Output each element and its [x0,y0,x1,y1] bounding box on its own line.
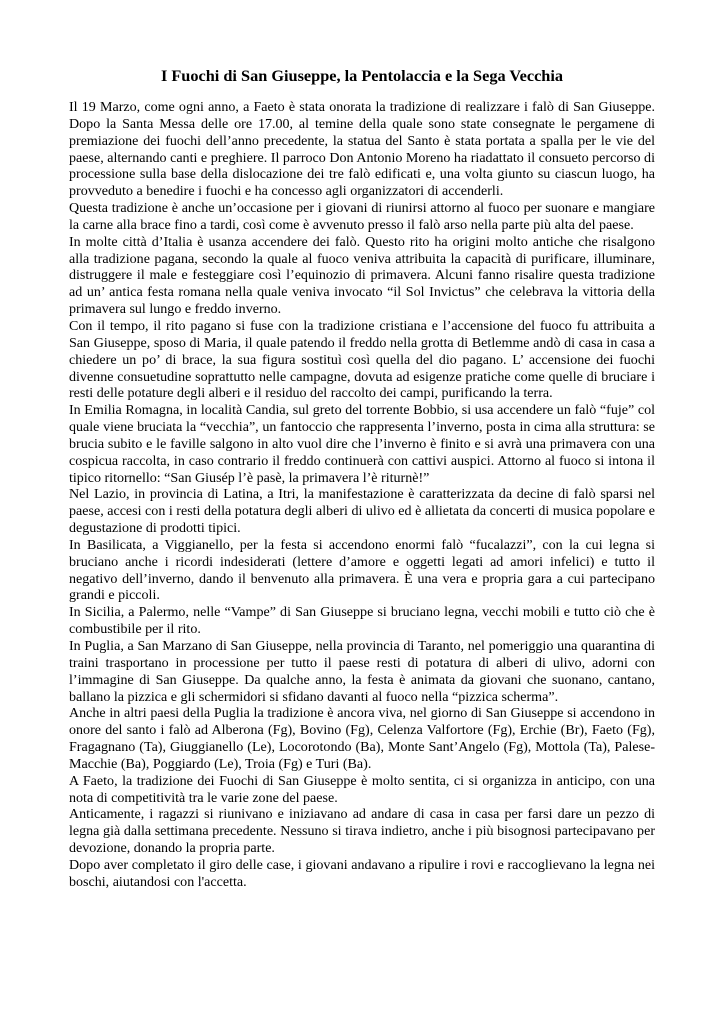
document-title: I Fuochi di San Giuseppe, la Pentolaccia e la Sega Vecchia [160,66,564,85]
paragraph-9: In Puglia, a San Marzano di San Giuseppe, nella provincia di Taranto, nel pomeriggio una quarantina di traini trasportano in processione per tutto il paese resti di potatura di alberi di ulivo, adorni con l’immagine di San Giuseppe. Da qualche anno, la festa è animata da giovani che suonano, cantano, ballano la pizzica e gli schermidori si sfidano davanti al fuoco nella “pizzica scherma”. [69,638,655,705]
paragraph-4: Con il tempo, il rito pagano si fuse con la tradizione cristiana e l’accensione del fuoco fu attribuita a San Giuseppe, sposo di Maria, il quale patendo il freddo nella grotta di Betlemme andò di casa in casa a chiedere un po’ di brace, la sua figura sostituì così quella del dio pagano. L’ accensione dei fuochi divenne consuetudine soprattutto nelle campagne, dovuta ad esigenze pratiche come quelle di bruciare i resti delle potature degli alberi e il residuo del raccolto dei campi, purificando la terra. [69,317,655,402]
paragraph-5: In Emilia Romagna, in località Candia, sul greto del torrente Bobbio, si usa accendere un falò “fuje” col quale viene bruciata la “vecchia”, un fantoccio che rappresenta l’inverno, posta in cima alla struttura: se brucia subito e le faville salgono in alto vuol dire che l’inverno è finito e si avrà una primavera con una cospicua raccolta, in caso contrario il freddo continuerà con cattivi auspici. Attorno al fuoco si intona il tipico ritornello: “San Giusép l’è pasè, la primavera l’è riturnè!” [69,402,655,486]
paragraph-11: A Faeto, la tradizione dei Fuochi di San Giuseppe è molto sentita, ci si organizza in anticipo, con una nota di competitività tra le varie zone del paese. [69,772,655,806]
paragraph-13: Dopo aver completato il giro delle case, i giovani andavano a ripulire i rovi e raccoglievano la legna nei boschi, aiutandosi con l'accetta. [69,856,655,890]
paragraph-1: Il 19 Marzo, come ogni anno, a Faeto è stata onorata la tradizione di realizzare i falò di San Giuseppe. Dopo la Santa Messa delle ore 17.00, al temine della quale sono state consegnate le pergamene di premiazione dei fuochi dell’anno precedente, la statua del Santo è stata portata a spalla per le vie del paese, alternando canti e preghiere. Il parroco Don Antonio Moreno ha riadattato il consueto percorso di processione sulla base della dislocazione dei tre falò edificati e, una volta giunto su ciascun luogo, ha provveduto a benedire i fuochi e ha concesso agli organizzatori di accenderli. [69,99,655,200]
paragraph-3: In molte città d’Italia è usanza accendere dei falò. Questo rito ha origini molto antiche che risalgono alla tradizione pagana, secondo la quale al fuoco veniva attribuita la capacità di purificare, illuminare, distruggere il male e festeggiare così l’equinozio di primavera. Alcuni fanno risalire questa tradizione ad un’ antica festa romana nella quale veniva invocato “il Sol Invictus” che celebrava la vittoria della primavera sul lungo e freddo inverno. [69,233,655,318]
paragraph-10: Anche in altri paesi della Puglia la tradizione è ancora viva, nel giorno di San Giuseppe si accendono in onore del santo i falò ad Alberona (Fg), Bovino (Fg), Celenza Valfortore (Fg), Erchie (Br), Faeto (Fg), Fragagnano (Ta), Giuggianello (Le), Locorotondo (Ba), Monte Sant’Angelo (Fg), Mottola (Ta), Palese-Macchie (Ba), Poggiardo (Le), Troia (Fg) e Turi (Ba). [69,705,655,772]
paragraph-8: In Sicilia, a Palermo, nelle “Vampe” di San Giuseppe si bruciano legna, vecchi mobili e tutto ciò che è combustibile per il rito. [69,604,655,638]
document-body [69,99,655,891]
paragraph-6: Nel Lazio, in provincia di Latina, a Itri, la manifestazione è caratterizzata da decine di falò sparsi nel paese, accesi con i resti della potatura degli alberi di ulivo ed è allietata da concerti di musica popolare e degustazione di prodotti tipici. [69,486,655,537]
paragraph-12: Anticamente, i ragazzi si riunivano e iniziavano ad andare di casa in casa per farsi dare un pezzo di legna già dalla settimana precedente. Nessuno si tirava indietro, anche i più bisognosi partecipavano per devozione, donando la propria parte. [69,806,655,857]
paragraph-7: In Basilicata, a Viggianello, per la festa si accendono enormi falò “fucalazzi”, con la cui legna si bruciano anche i ricordi indesiderati (lettere d’amore e oggetti legati ad amori infelici) e tutto il negativo dell’inverno, dando il benvenuto alla primavera. È una vera e propria gara a cui partecipano grandi e piccoli. [69,536,655,604]
paragraph-2: Questa tradizione è anche un’occasione per i giovani di riunirsi attorno al fuoco per suonare e mangiare la carne alla brace fino a tardi, così come è avvenuto presso il falò arso nella parte più alta del paese. [69,200,655,233]
